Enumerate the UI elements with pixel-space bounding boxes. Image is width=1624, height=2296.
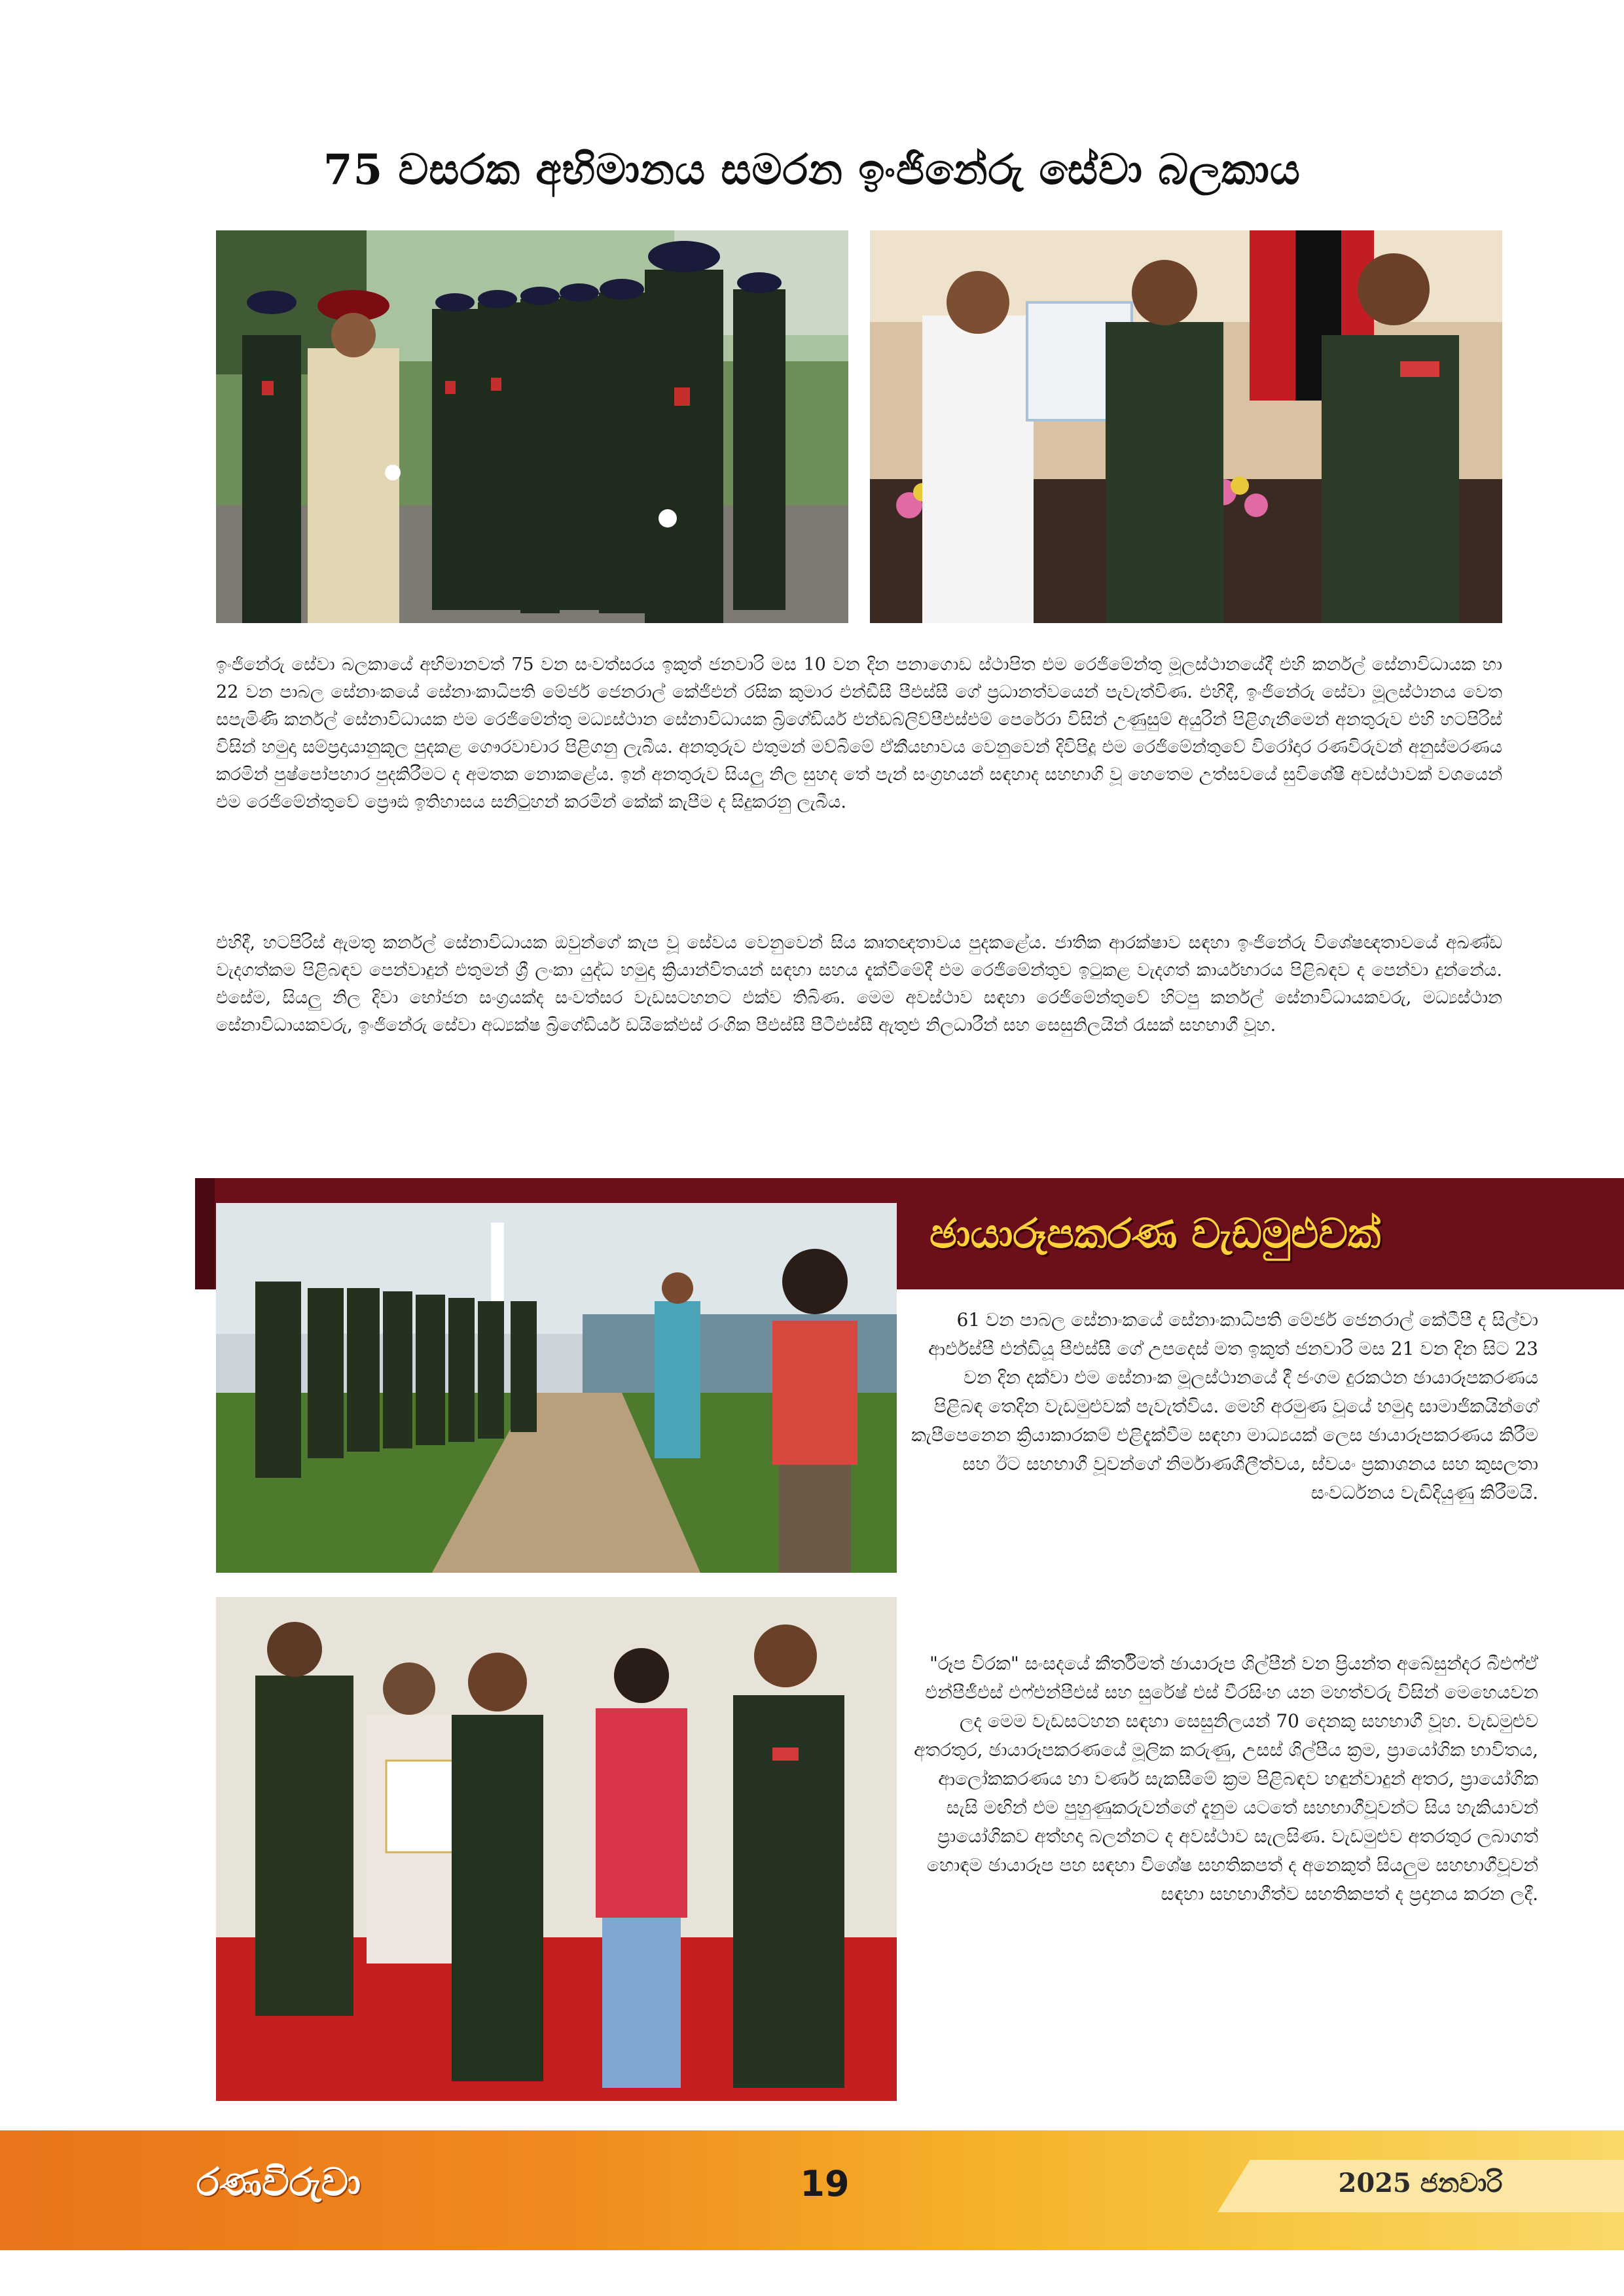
page-number: 19 <box>800 2163 850 2204</box>
photo-outdoor-workshop <box>216 1203 897 1573</box>
workshop-paragraph-2: "රූප විරක" සංසදයේ කීර්තිමත් ඡායාරූප ශිල්පීන් වන ප්‍රියන්ත අබේසුන්දර බීඑෆ්ඒ එන්පීජීඑස් එෆ්එන්පීඑස් සහ සුරේෂ් එස් වීරසිංහ යන මහත්වරු විසින් මෙහෙයවන ලද මෙම වැඩසටහන සඳහා සෙසුනිලයන් 70 දෙනකු සහභාගී වූහ. වැඩමුළුව අතරතුර, ඡායාරූපකරණයේ මූලික කරුණු, උසස් ශිල්පීය ක්‍රම, ප්‍රායෝගික භාවිතය, ආලෝකකරණය හා වර්ණ සැකසීමේ ක්‍රම පිළිබඳව හඳුන්වාදුන් අතර, ප්‍රායෝගික සැසි මඟින් එම පුහුණුකරුවන්ගේ දැනුම යටතේ සහභාගීවූවන්ට සිය හැකියාවන් ප්‍රායෝගිකව අත්හදා බලන්නට ද අවස්ථාව සැලසිණ. වැඩමුළුව අතරතුර ලබාගත් හොඳම ඡායාරූප පහ සඳහා විශේෂ සහතිකපත් ද අනෙකුත් සියලුම සහභාගීවූවන් සඳහා සහභාගීත්ව සහතිකපත් ද ප්‍රදානය කරන ලදී. <box>914 1653 1538 1905</box>
section-title: ඡායාරූපකරණ වැඩමුළුවක් <box>929 1210 1381 1257</box>
photo-parade-inspection <box>216 230 848 623</box>
workshop-paragraph-1: 61 වන පාබල සේනාංකයේ සේනාංකාධිපති මේජර් ජෙනරාල් කේටීපී ද සිල්වා ආර්එස්පී එන්ඩියූ පීඑස්සී ගේ උපදෙස් මත ඉකුත් ජනවාරි මස 21 වන දින සිට 23 වන දින දක්වා එම සේනාංක මූලස්ථානයේ දී ජංගම දුරකථන ඡායාරූපකරණය පිළිබඳ තෙදින වැඩමුළුවක් පැවැත්විය. මෙහි අරමුණ වූයේ හමුදා සාමාජිකයින්ගේ කැපීපෙනෙන ක්‍රියාකාරකම් එළිදැක්වීම සඳහා මාධ්‍යයක් ලෙස ඡායාරූපකරණය කිරීම සහ ඊට සහභාගී වූවන්ගේ නිර්මාණශීලීත්වය, ස්වයං ප්‍රකාශනය සහ කුසලතා සංවර්ධනය වැඩිදියුණු කිරීමයි. <box>911 1309 1538 1503</box>
photo-certificate-award <box>216 1597 897 2101</box>
article-title: 75 වසරක අභිමානය සමරන ඉංජිනේරු සේවා බලකාය <box>323 145 1301 194</box>
section-banner-edge <box>195 1178 215 1289</box>
issue-date: 2025 ජනවාරි <box>1338 2168 1503 2198</box>
article-paragraph-2: එහිදී, හටපිරිස් ඇමතූ කර්නල් සේනාවිධායක ඔවුන්ගේ කැප වූ සේවය වෙනුවෙන් සිය කෘතඥතාවය පුදකළේය. ජාතික ආරක්ෂාව සඳහා ඉංජිනේරු විශේෂඥතාවයේ අඛණ්ඩ වැදගත්කම පිළිබඳව පෙන්වාදුන් එතුමන් ශ්‍රී ලංකා යුද්ධ හමුදා ක්‍රියාන්විතයන් සඳහා සහය දැක්වීමේදී එම රෙජිමේන්තුව ඉටුකළ වැදගත් කාර්යභාරය පිළිබඳව ද පෙන්වා දුන්නේය. එසේම, සියලු නිල දිවා භෝජන සංග්‍රයක්ද සංවත්සර වැඩසටහනට එක්ව තිබිණ. මෙම අවස්ථාව සඳහා රෙජිමේන්තුවේ හිටපු කර්නල් සේනාවිධායකවරු, මධ්‍යස්ථාන සේනාවිධායකවරු, ඉංජිනේරු සේවා අධ්‍යක්ෂ බ්‍රිගේඩියර් ඩයිකේඑස් රංගික පීඑස්සී පීටීඑස්සී ඇතුළු නිලධාරීන් සහ සෙසුනිලයින් රැසක් සහභාගී වූහ. <box>216 933 1502 1035</box>
photo-gift-presentation <box>870 230 1502 623</box>
article-paragraph-1: ඉංජිනේරු සේවා බලකායේ අභිමානවත් 75 වන සංවත්සරය ඉකුත් ජනවාරි මස 10 වන දින පනාගොඩ ස්ථාපිත එම රෙජිමේන්තු මූලස්ථානයේදී එහි කර්නල් සේනාවිධායක හා 22 වන පාබල සේනාංකයේ සේනාංකාධිපති මේජර් ජෙනරාල් කේජීඑන් රසික කුමාර එන්ඩීසී පීඑස්සී ගේ ප්‍රධානත්වයෙන් පැවැත්විණ. එහිදී, ඉංජිනේරු සේවා මූලස්ථානය වෙත සපැමිණි කර්නල් සේනාවිධායක එම රෙජිමේන්තු මධ්‍යස්ථාන සේනාවිධායක බ්‍රිගේඩියර් එන්ඩබ්ලිව්පීඑස්එම් පෙරේරා විසින් උණුසුම් අයුරින් පිළිගැනීමෙන් අනතුරුව එහි හටපිරිස් විසින් හමුදා සම්ප්‍රදායානුකූල පුදකළ ගෞරවාචාර පිළිගනු ලැබීය. අනතුරුව එතුමන් මව්බිමේ ඒකීයභාවය වෙනුවෙන් දිවිපිදූ එම රෙජිමේන්තුවේ විරෝදාර රණවිරුවන් අනුස්මරණය කරමින් පුෂ්පෝපහාර පුදකිරීමට ද අමතක නොකළේය. ඉන් අනතුරුව සියලු නිල සුහද තේ පැන් සංග්‍රහයන් සඳහාද සහභාගි වූ හෙතෙම උත්සවයේ සුවිශේෂී අවස්ථාවක් වශයෙන් එම රෙජිමේන්තුවේ ප්‍රෞඪ ඉතිහාසය සනිටුහන් කරමින් කේක් කැපීම ද සිදුකරනු ලැබීය. <box>216 655 1502 812</box>
footer-brand-logo: රණවිරුවා <box>196 2160 361 2204</box>
